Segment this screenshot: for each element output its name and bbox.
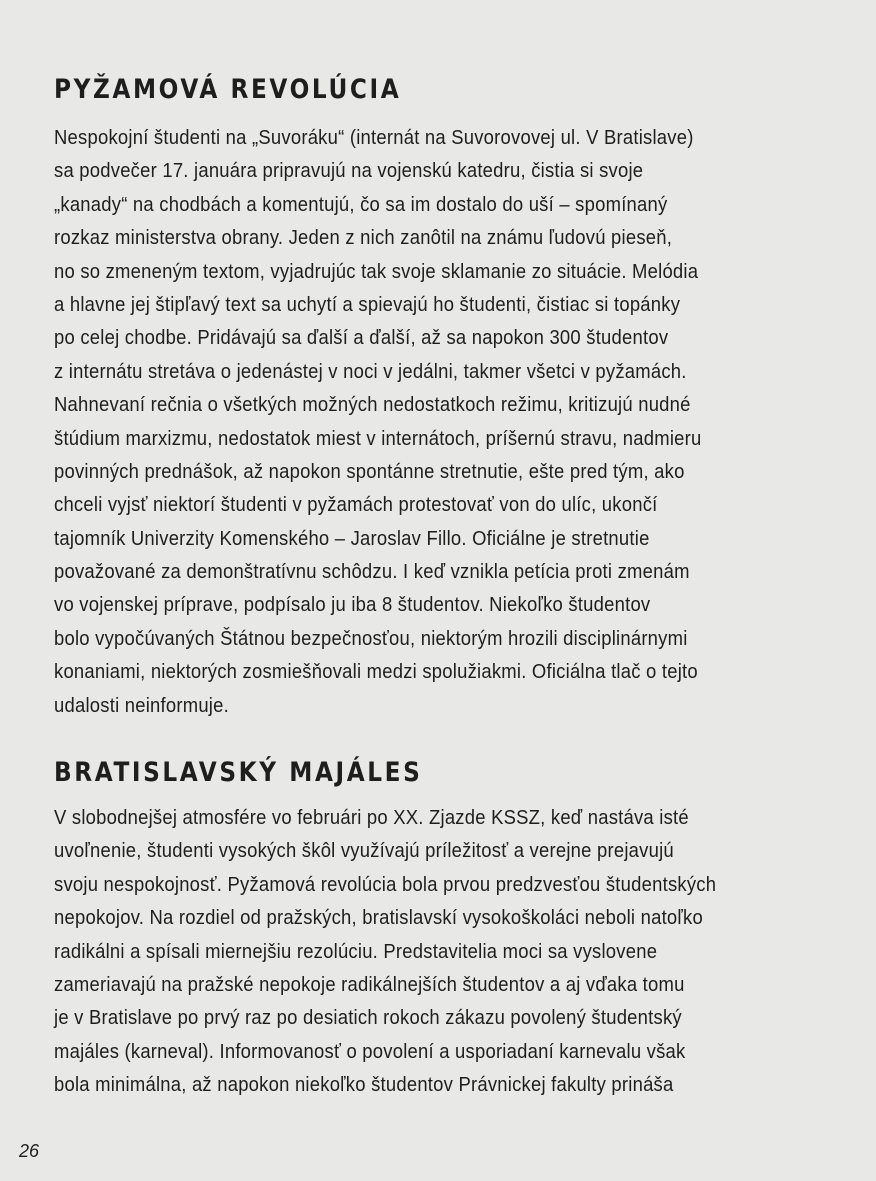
text-line: bolo vypočúvaných Štátnou bezpečnosťou, niektorým hrozili disciplinárnymi [54,626,688,650]
text-line: rozkaz ministerstva obrany. Jeden z nich zanôtil na známu ľudovú pieseň, [54,226,673,250]
text-line: po celej chodbe. Pridávajú sa ďalší a ďalší, až sa napokon 300 študentov [54,326,669,350]
text-line: udalosti neinformuje. [54,693,229,717]
text-line: V slobodnejšej atmosfére vo februári po XX. Zjazde KSSZ, keď nastáva isté [54,806,689,829]
text-line: konaniami, niektorých zosmiešňovali medzi spolužiakmi. Oficiálna tlač o tejto [54,660,698,684]
text-line: zameriavajú na pražské nepokoje radikálnejších študentov a aj vďaka tomu [54,972,685,996]
text-line: „kanady“ na chodbách a komentujú, čo sa im dostalo do uší – spomínaný [54,192,668,216]
text-line: povinných prednášok, až napokon spontánne stretnutie, ešte pred tým, ako [54,459,685,483]
text-line: sa podvečer 17. januára pripravujú na vojenskú katedru, čistia si svoje [54,159,644,183]
section-heading-pyzamova-revolucia: PYŽAMOVÁ REVOLÚCIA [54,74,402,105]
text-line: chceli vyjsť niektorí študenti v pyžamách protestovať von do ulíc, ukončí [54,493,658,517]
section-heading-bratislavsky-majales: BRATISLAVSKÝ MAJÁLES [54,757,423,788]
text-line: bola minimálna, až napokon niekoľko študentov Právnickej fakulty prináša [54,1073,674,1097]
text-line: majáles (karneval). Informovanosť o povolení a usporiadaní karnevalu však [54,1039,686,1063]
text-line: Nespokojní študenti na „Suvoráku“ (internát na Suvorovovej ul. V Bratislave) [54,126,694,149]
paragraph-pyzamova-revolucia [54,121,834,722]
page-number: 26 [19,1141,40,1161]
text-line: svoju nespokojnosť. Pyžamová revolúcia bola prvou predzvesťou študentských [54,872,717,896]
text-line: no so zmeneným textom, vyjadrujúc tak svoje sklamanie zo situácie. Melódia [54,259,699,283]
text-line: tajomník Univerzity Komenského – Jaroslav Fillo. Oficiálne je stretnutie [54,526,650,550]
text-line: vo vojenskej príprave, podpísalo ju iba 8 študentov. Niekoľko študentov [54,593,651,617]
text-line: uvoľnenie, študenti vysokých škôl využívajú príležitosť a verejne prejavujú [54,839,674,863]
text-line: Nahnevaní rečnia o všetkých možných nedostatkoch režimu, kritizujú nudné [54,393,691,417]
text-line: je v Bratislave po prvý raz po desiatich rokoch zákazu povolený študentský [54,1006,682,1030]
text-line: považované za demonštratívnu schôdzu. I keď vznikla petícia proti zmenám [54,560,690,584]
text-line: a hlavne jej štipľavý text sa uchytí a spievajú ho študenti, čistiac si topánky [54,292,681,316]
text-line: z internátu stretáva o jedenástej v noci v jedálni, takmer všetci v pyžamách. [54,359,687,383]
text-line: štúdium marxizmu, nedostatok miest v internátoch, príšernú stravu, nadmieru [54,426,702,450]
text-line: radikálni a spísali miernejšiu rezolúciu. Predstavitelia moci sa vyslovene [54,939,658,963]
text-line: nepokojov. Na rozdiel od pražských, bratislavskí vysokoškoláci neboli natoľko [54,906,703,930]
paragraph-bratislavsky-majales [54,801,834,1102]
